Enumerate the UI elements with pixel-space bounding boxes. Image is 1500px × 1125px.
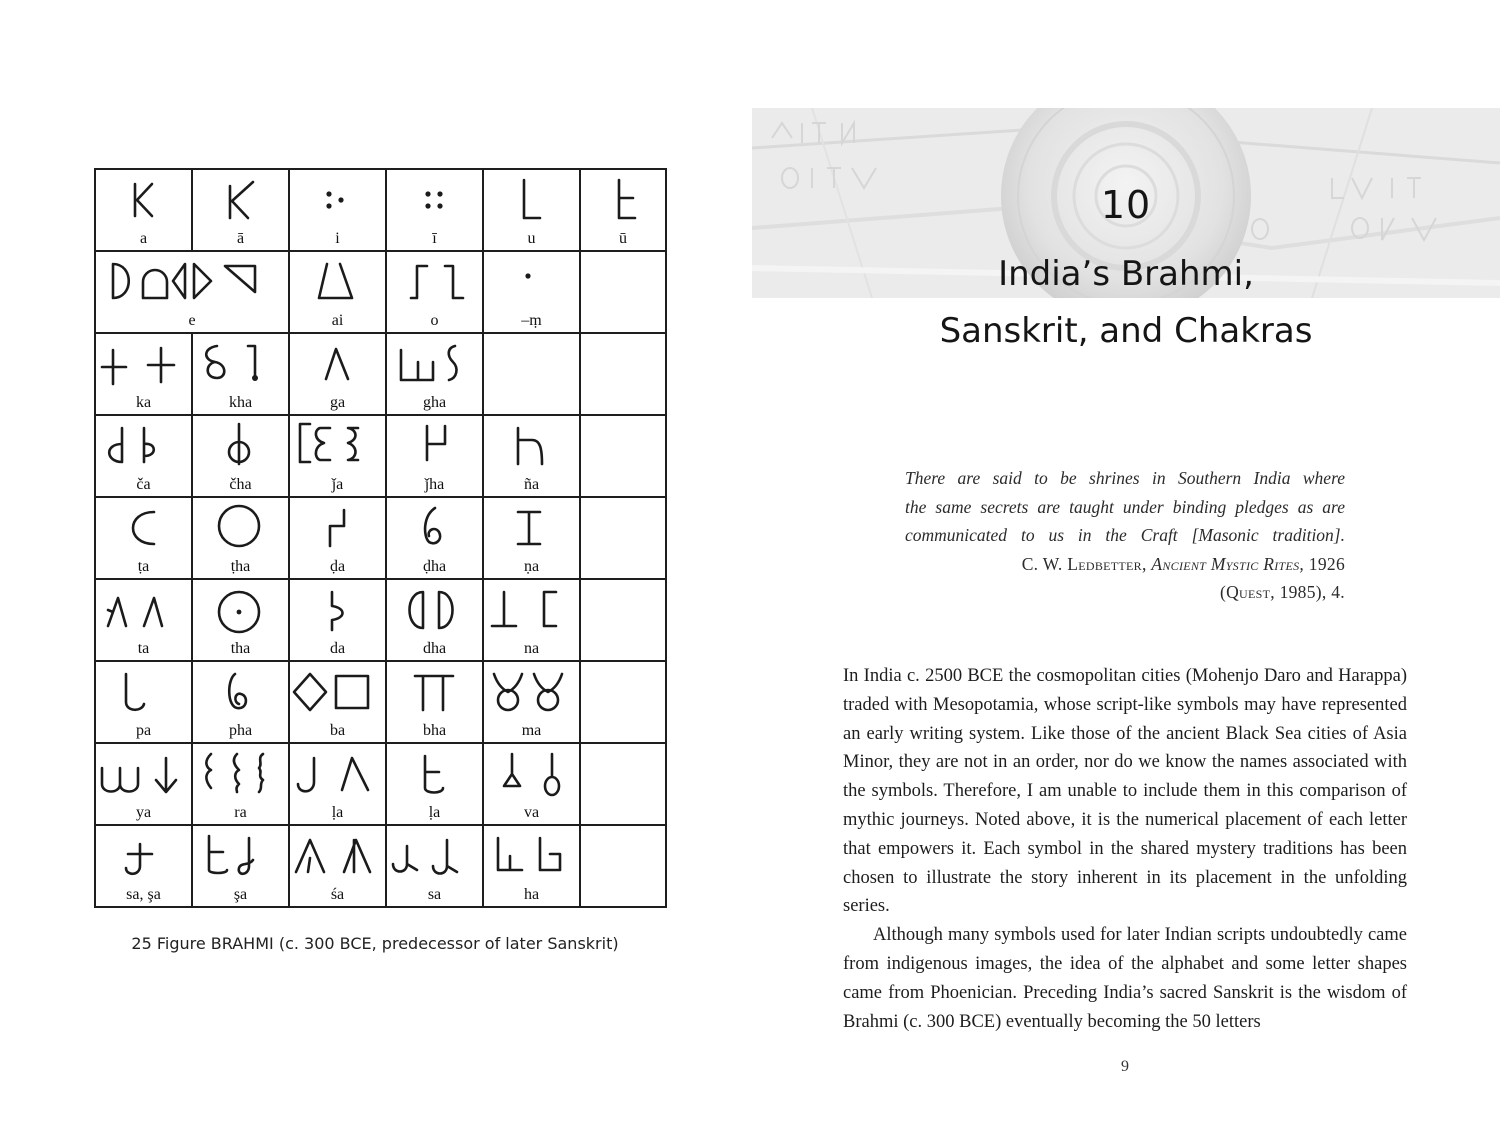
brahmi-glyph-aa <box>193 170 288 230</box>
brahmi-cell <box>386 333 483 415</box>
brahmi-glyph-ra <box>193 744 288 804</box>
epigraph-publisher: (Quest, 1985), 4. <box>1219 582 1345 602</box>
brahmi-cell <box>386 251 483 333</box>
brahmi-cell <box>483 333 580 415</box>
brahmi-glyph-i <box>290 170 385 230</box>
page-number: 9 <box>1121 1058 1129 1075</box>
brahmi-glyph-ca <box>96 416 191 476</box>
brahmi-glyph-ja <box>290 416 385 476</box>
brahmi-glyph-na <box>484 580 579 640</box>
brahmi-glyph-va <box>484 744 579 804</box>
brahmi-cell <box>192 415 289 497</box>
brahmi-glyph-a <box>96 170 191 230</box>
brahmi-label: dha <box>422 640 447 657</box>
brahmi-glyph-sha <box>290 826 385 886</box>
brahmi-cell <box>483 497 580 579</box>
brahmi-label: ǰha <box>424 476 445 493</box>
brahmi-cell <box>289 251 386 333</box>
brahmi-label: ṭa <box>137 558 150 575</box>
brahmi-glyph-nya <box>484 416 579 476</box>
brahmi-glyph-nna <box>484 498 579 558</box>
brahmi-cell <box>95 743 192 825</box>
brahmi-glyph-dda <box>290 498 385 558</box>
brahmi-cell <box>386 415 483 497</box>
brahmi-cell <box>289 579 386 661</box>
brahmi-label: ga <box>329 394 346 411</box>
brahmi-cell <box>289 743 386 825</box>
brahmi-glyph-tha <box>193 580 288 640</box>
brahmi-cell <box>95 497 192 579</box>
brahmi-label: ha <box>523 886 540 903</box>
brahmi-label: sa, şa <box>126 886 161 903</box>
brahmi-label: u <box>527 230 536 247</box>
brahmi-cell <box>386 497 483 579</box>
brahmi-label: bha <box>422 722 447 739</box>
brahmi-label: ba <box>329 722 346 739</box>
figure-caption: 25 Figure BRAHMI (c. 300 BCE, predecessor of later Sanskrit) <box>131 934 619 953</box>
brahmi-cell <box>289 825 386 907</box>
brahmi-label: na <box>523 640 540 657</box>
brahmi-cell <box>483 579 580 661</box>
brahmi-cell <box>580 415 666 497</box>
brahmi-label: ū <box>619 230 627 247</box>
epigraph-line: There are said to be shrines in Southern India where <box>905 468 1345 488</box>
brahmi-label: gha <box>422 394 447 411</box>
brahmi-cell <box>386 825 483 907</box>
brahmi-label: ai <box>331 312 344 329</box>
epigraph-author: C. W. Ledbetter, <box>1021 553 1147 574</box>
brahmi-label: e <box>188 312 196 329</box>
brahmi-glyph-ta <box>96 580 191 640</box>
brahmi-cell <box>483 415 580 497</box>
brahmi-label: ḷa <box>331 804 344 821</box>
brahmi-label: ḍha <box>422 558 447 575</box>
brahmi-label: ña <box>523 476 540 493</box>
brahmi-glyph-o <box>387 252 482 312</box>
brahmi-cell <box>289 661 386 743</box>
chapter-title-line: India’s Brahmi, <box>998 254 1254 294</box>
brahmi-cell <box>580 333 666 415</box>
table-row <box>95 333 666 415</box>
brahmi-cell <box>386 579 483 661</box>
brahmi-cell <box>483 251 580 333</box>
epigraph-work: Ancient Mystic Rites, <box>1151 553 1305 574</box>
table-row <box>95 415 666 497</box>
brahmi-label: tha <box>230 640 251 657</box>
epigraph-quote <box>905 464 1345 550</box>
brahmi-glyph-da <box>290 580 385 640</box>
brahmi-glyph-ma <box>484 662 579 722</box>
brahmi-glyph-dha <box>387 580 482 640</box>
brahmi-cell <box>289 415 386 497</box>
brahmi-label: ḍa <box>329 558 346 575</box>
brahmi-cell <box>580 251 666 333</box>
chapter-title-line: Sanskrit, and Chakras <box>939 311 1313 351</box>
body-paragraph: In India c. 2500 BCE the cosmopolitan cities (Mohenjo Daro and Harappa) traded with Mesopotamia, whose script-like symbols may have represented an early writing system. Like those of the ancient Black Sea cities of Asia Minor, they are not in an order, nor do we know the names associated with the symbols. Therefore, I am unable to include them in this comparison of mythic journeys. Noted above, it is the numerical placement of each letter that empowers it. Each symbol in the shared mystery traditions has been chosen to illustrate the story inherent in its placement in the unfolding series. <box>843 666 1407 917</box>
brahmi-cell <box>483 169 580 251</box>
brahmi-label: pa <box>135 722 152 739</box>
brahmi-cell <box>386 169 483 251</box>
brahmi-glyph-ii <box>387 170 482 230</box>
brahmi-label: şa <box>233 886 248 903</box>
brahmi-cell <box>386 661 483 743</box>
brahmi-glyph-cha <box>193 416 288 476</box>
brahmi-cell <box>483 743 580 825</box>
chapter-title <box>752 246 1500 360</box>
brahmi-glyph-ai <box>290 252 385 312</box>
brahmi-cell <box>289 333 386 415</box>
brahmi-table <box>94 168 667 908</box>
brahmi-cell <box>192 579 289 661</box>
brahmi-cell <box>580 661 666 743</box>
table-row <box>95 661 666 743</box>
brahmi-label: ṭha <box>230 558 251 575</box>
brahmi-cell <box>580 497 666 579</box>
brahmi-glyph-lla <box>387 744 482 804</box>
brahmi-label: ma <box>521 722 542 739</box>
brahmi-glyph-gha <box>387 334 482 394</box>
brahmi-glyph-pha <box>193 662 288 722</box>
brahmi-cell <box>95 251 289 333</box>
brahmi-glyph-jha <box>387 416 482 476</box>
brahmi-glyph-sa1 <box>96 826 191 886</box>
brahmi-glyph-uu <box>581 170 665 230</box>
brahmi-label: ra <box>234 804 247 821</box>
body-text <box>843 662 1407 1036</box>
brahmi-glyph-e <box>96 252 286 312</box>
brahmi-label: pha <box>228 722 253 739</box>
brahmi-cell <box>289 169 386 251</box>
brahmi-glyph-bha <box>387 662 482 722</box>
brahmi-glyph-ha <box>484 826 579 886</box>
brahmi-label: čha <box>229 476 252 493</box>
chapter-number: 10 <box>1100 183 1152 227</box>
epigraph <box>905 464 1345 607</box>
brahmi-glyph-sa <box>387 826 482 886</box>
brahmi-cell <box>580 743 666 825</box>
brahmi-label: ta <box>137 640 150 657</box>
table-row <box>95 579 666 661</box>
brahmi-glyph-ga <box>290 334 385 394</box>
epigraph-attribution <box>905 550 1345 579</box>
brahmi-cell <box>483 825 580 907</box>
brahmi-glyph-tta <box>96 498 191 558</box>
brahmi-label: śa <box>330 886 345 903</box>
brahmi-label: a <box>139 230 148 247</box>
epigraph-year: 1926 <box>1308 553 1345 574</box>
brahmi-glyph-kha <box>193 334 288 394</box>
table-row <box>95 169 666 251</box>
epigraph-line: the same secrets are taught under binding pledges as are <box>905 496 1345 517</box>
brahmi-cell <box>580 579 666 661</box>
brahmi-cell <box>95 333 192 415</box>
brahmi-cell <box>95 415 192 497</box>
brahmi-glyph-ka <box>96 334 191 394</box>
brahmi-label: sa <box>427 886 442 903</box>
table-row <box>95 825 666 907</box>
table-row <box>95 251 666 333</box>
brahmi-glyph-ttha <box>193 498 288 558</box>
brahmi-label: ḷa <box>428 804 441 821</box>
brahmi-label: va <box>523 804 540 821</box>
brahmi-glyph-ya <box>96 744 191 804</box>
body-paragraph: Although many symbols used for later Indian scripts undoubtedly came from indigenous images, the idea of the alphabet and some letter shapes came from Phoenician. Preceding India’s sacred Sanskrit is the wisdom of Brahmi (c. 300 BCE) eventually becoming the 50 letters <box>843 925 1407 1032</box>
brahmi-glyph-m <box>484 252 579 312</box>
brahmi-cell <box>192 825 289 907</box>
epigraph-line: communicated to us in the Craft [Masonic tradition]. <box>905 525 1345 545</box>
brahmi-cell <box>95 825 192 907</box>
brahmi-cell <box>386 743 483 825</box>
brahmi-label: ā <box>236 230 245 247</box>
brahmi-glyph-pa <box>96 662 191 722</box>
brahmi-cell <box>192 743 289 825</box>
brahmi-label: –ṃ <box>521 312 542 329</box>
brahmi-label: ī <box>432 230 437 247</box>
brahmi-label: o <box>430 312 439 329</box>
brahmi-cell <box>192 333 289 415</box>
brahmi-glyph-ba <box>290 662 385 722</box>
brahmi-cell <box>192 661 289 743</box>
brahmi-label: ǰa <box>331 476 344 493</box>
brahmi-glyph-la <box>290 744 385 804</box>
brahmi-cell <box>192 169 289 251</box>
brahmi-cell <box>95 169 192 251</box>
brahmi-label: ya <box>135 804 152 821</box>
brahmi-label: da <box>329 640 346 657</box>
brahmi-label: kha <box>228 394 253 411</box>
brahmi-label: ka <box>135 394 152 411</box>
brahmi-cell <box>95 661 192 743</box>
brahmi-cell <box>95 579 192 661</box>
brahmi-cell <box>580 825 666 907</box>
brahmi-cell <box>289 497 386 579</box>
brahmi-label: i <box>335 230 340 247</box>
brahmi-cell <box>483 661 580 743</box>
brahmi-label: ča <box>136 476 151 493</box>
table-row <box>95 743 666 825</box>
brahmi-label: ṇa <box>523 558 540 575</box>
table-row <box>95 497 666 579</box>
brahmi-cell <box>192 497 289 579</box>
brahmi-glyph-u <box>484 170 579 230</box>
brahmi-cell <box>580 169 666 251</box>
brahmi-glyph-ssa <box>193 826 288 886</box>
brahmi-glyph-ddha <box>387 498 482 558</box>
